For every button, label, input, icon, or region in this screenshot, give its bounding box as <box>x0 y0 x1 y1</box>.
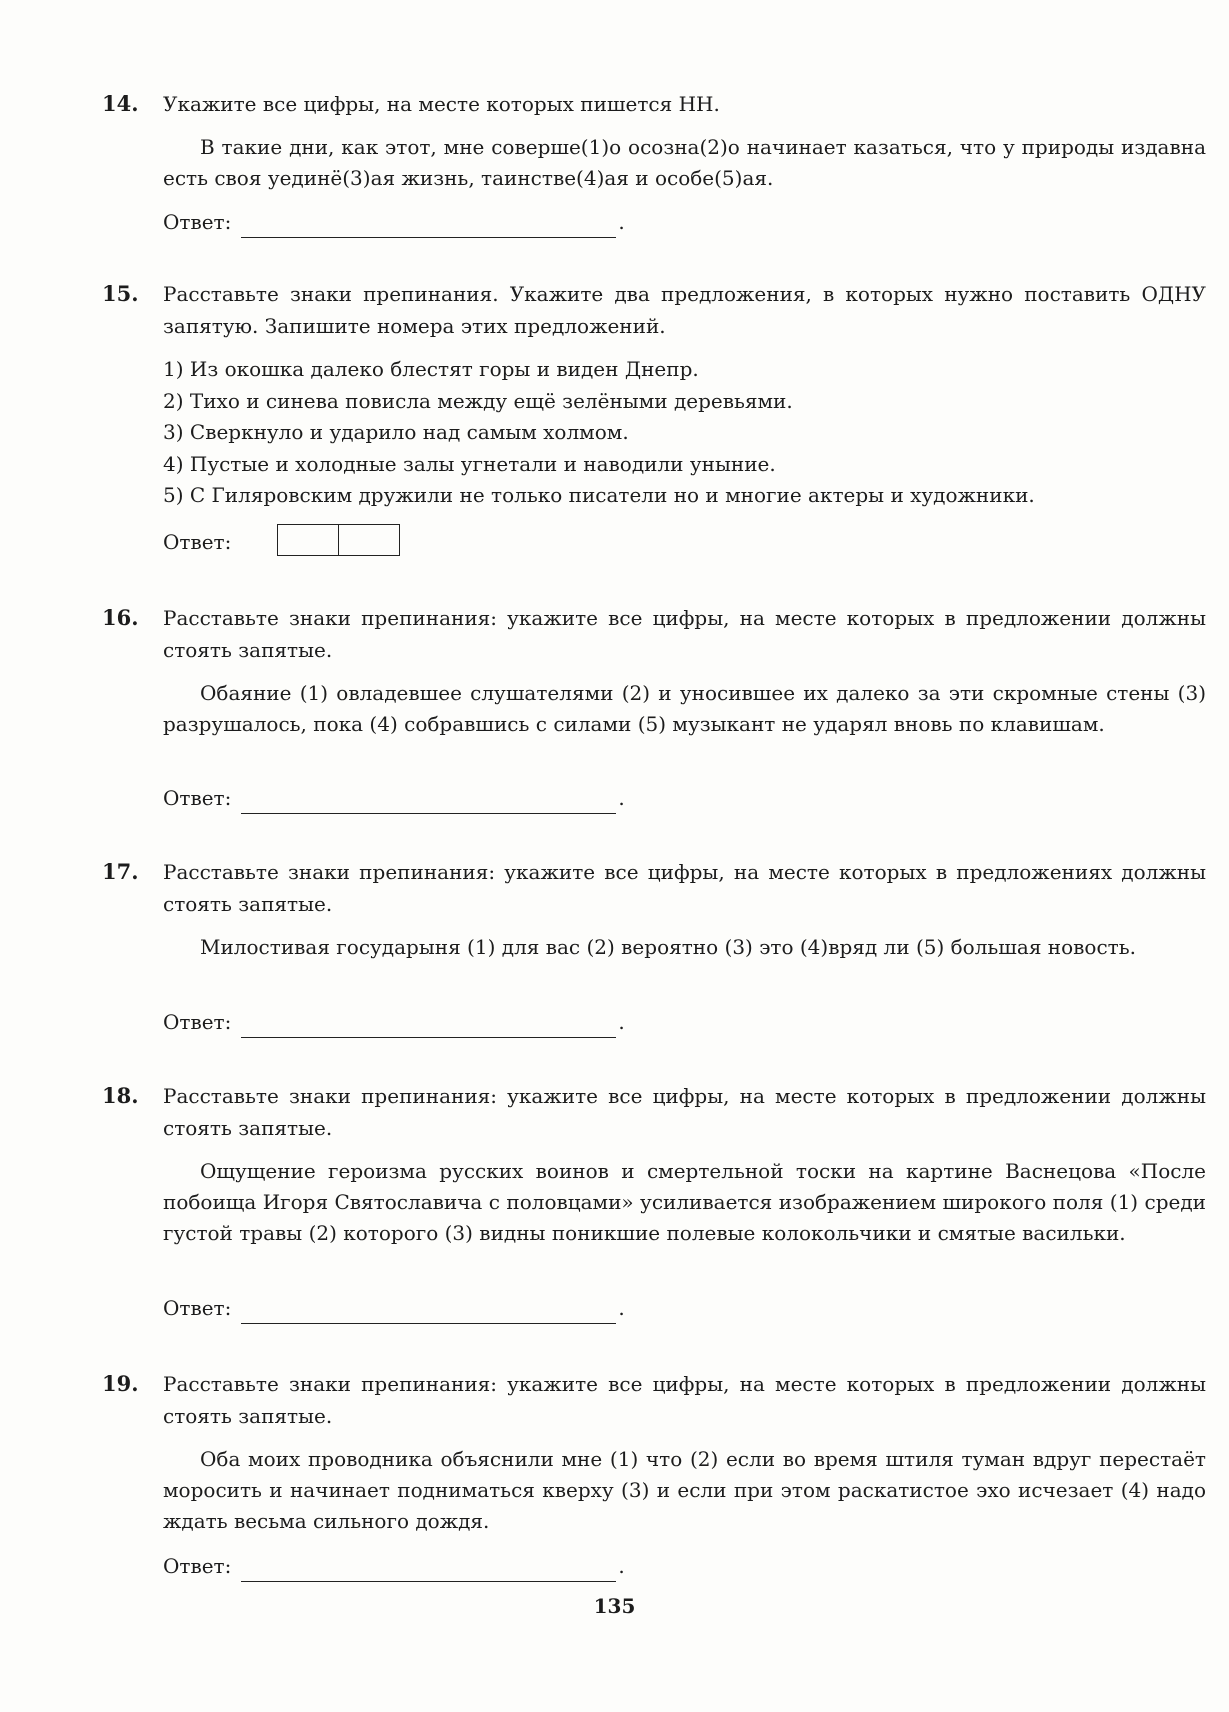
task-number: 18. <box>102 1083 139 1108</box>
options-list <box>163 354 1206 512</box>
task-number: 14. <box>102 91 139 116</box>
task-passage: Обаяние (1) овладевшее слушателями (2) и уносившее их далеко за эти скромные стены (3) разрушалось, пока (4) собравшись с силами (5) музыкант не ударял вновь по клавишам. <box>163 681 1206 736</box>
answer-field[interactable] <box>163 782 625 814</box>
answer-field[interactable] <box>163 1006 625 1038</box>
answer-box[interactable] <box>278 525 338 555</box>
answer-field[interactable] <box>163 1292 625 1324</box>
task-question: Расставьте знаки препинания. Укажите два предложения, в которых нужно поставить ОДНУ запятую. Запишите номера этих предложений. <box>163 282 1206 338</box>
option-item: 5) С Гиляровским дружили не только писатели но и многие актеры и художники. <box>163 483 1035 507</box>
answer-end: . <box>618 1010 625 1034</box>
answer-label: Ответ: <box>163 530 232 554</box>
answer-boxes <box>277 524 400 556</box>
answer-field[interactable] <box>163 1550 625 1582</box>
option-item: 2) Тихо и синева повисла между ещё зелёными деревьями. <box>163 388 793 413</box>
answer-line[interactable] <box>241 789 616 814</box>
task-number: 16. <box>102 605 139 630</box>
answer-label: Ответ: <box>163 1554 232 1578</box>
answer-end: . <box>618 210 625 234</box>
option-item: 4) Пустые и холодные залы угнетали и наводили уныние. <box>163 451 776 476</box>
answer-end: . <box>618 786 625 810</box>
task-question: Расставьте знаки препинания: укажите все цифры, на месте которых в предложении должны стоять запятые. <box>163 1084 1206 1140</box>
task-question: Расставьте знаки препинания: укажите все цифры, на месте которых в предложении должны стоять запятые. <box>163 1372 1206 1428</box>
task-number: 19. <box>102 1371 139 1396</box>
answer-field[interactable] <box>163 206 625 238</box>
task-question: Укажите все цифры, на месте которых пишется НН. <box>163 92 720 116</box>
task-question: Расставьте знаки препинания: укажите все цифры, на месте которых в предложениях должны стоять запятые. <box>163 860 1206 916</box>
page-number: 135 <box>593 1594 636 1618</box>
task-number: 15. <box>102 281 139 306</box>
task-question: Расставьте знаки препинания: укажите все цифры, на месте которых в предложении должны стоять запятые. <box>163 606 1206 662</box>
option-item: 3) Сверкнуло и ударило над самым холмом. <box>163 420 629 444</box>
task-passage: Милостивая государыня (1) для вас (2) вероятно (3) это (4)вряд ли (5) большая новость. <box>200 935 1136 959</box>
answer-label: Ответ: <box>163 786 232 810</box>
answer-line[interactable] <box>241 1299 616 1324</box>
answer-line[interactable] <box>241 1557 616 1582</box>
task-passage: В такие дни, как этот, мне соверше(1)о осозна(2)о начинает казаться, что у природы издавна есть своя уединё(3)ая жизнь, таинстве(4)ая и особе(5)ая. <box>163 135 1206 190</box>
answer-end: . <box>618 1554 625 1578</box>
answer-end: . <box>618 1296 625 1320</box>
answer-label: Ответ: <box>163 1010 232 1034</box>
answer-line[interactable] <box>241 213 616 238</box>
answer-label: Ответ: <box>163 1296 232 1320</box>
task-passage: Оба моих проводника объяснили мне (1) что (2) если во время штиля туман вдруг перестаёт моросить и начинает подниматься кверху (3) и если при этом раскатистое эхо исчезает (4) надо ждать весьма сильного дождя. <box>163 1447 1206 1533</box>
answer-field <box>163 524 400 558</box>
option-item: 1) Из окошка далеко блестят горы и виден Днепр. <box>163 357 699 381</box>
task-number: 17. <box>102 859 139 884</box>
task-passage: Ощущение героизма русских воинов и смертельной тоски на картине Васнецова «После побоища Игоря Святославича с половцами» усиливается изображением широкого поля (1) среди густой травы (2) которого (3) видны поникшие полевые колокольчики и смятые васильки. <box>163 1159 1206 1245</box>
answer-box[interactable] <box>338 525 399 555</box>
answer-line[interactable] <box>241 1013 616 1038</box>
answer-label: Ответ: <box>163 210 232 234</box>
